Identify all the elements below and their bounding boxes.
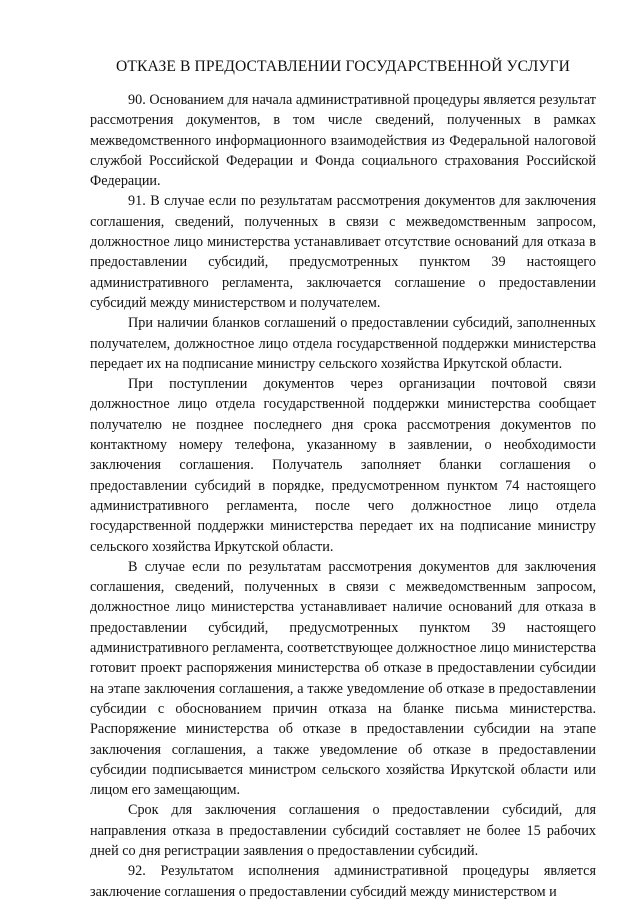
paragraph-blank-forms: При наличии бланков соглашений о предоставлении субсидий, заполненных получателем, должностное лицо отдела государственной поддержки министерства передает их на подписание министру сельского хозяйства Иркутской области.: [90, 315, 596, 372]
paragraph-91: 91. В случае если по результатам рассмотрения документов для заключения соглашения, сведений, полученных в связи с межведомственным запросом, должностное лицо министерства устанавливает отсутствие оснований для отказа в предоставлении субсидий, предусмотренных пунктом 39 настоящего административного регламента, заключается соглашение о предоставлении субсидий между министерством и получателем.: [90, 193, 596, 311]
paragraph-92: 92. Результатом исполнения административной процедуры является заключение соглашения о предоставлении субсидий между министерством и: [90, 863, 596, 900]
paragraph-refusal-grounds: В случае если по результатам рассмотрения документов для заключения соглашения, сведений, полученных в связи с межведомственным запросом, должностное лицо министерства устанавливает наличие оснований для отказа в предоставлении субсидий, предусмотренных пунктом 39 настоящего административного регламента, соответствующее должностное лицо министерства готовит проект распоряжения министерства об отказе в предоставлении субсидии на этапе заключения соглашения, а также уведомление об отказе в предоставлении субсидии с обоснованием причин отказа на бланке письма министерства. Распоряжение министерства об отказе в предоставлении субсидии на этапе заключения соглашения, а также уведомление об отказе в предоставлении субсидии подписывается министром сельского хозяйства Иркутской области или лицом его замещающим.: [90, 558, 596, 799]
document-body: [90, 90, 596, 902]
paragraph-postal-documents: При поступлении документов через организации почтовой связи должностное лицо отдела государственной поддержки министерства сообщает получателю не позднее последнего дня срока рассмотрения документов по контактному номеру телефона, указанному в заявлении, о необходимости заключения соглашения. Получатель заполняет бланки соглашения о предоставлении субсидий в порядке, предусмотренном пунктом 74 настоящего административного регламента, после чего должностное лицо отдела государственной поддержки министерства передает их на подписание министру сельского хозяйства Иркутской области.: [90, 376, 596, 555]
paragraph-90: 90. Основанием для начала административной процедуры является результат рассмотрения документов, в том числе сведений, полученных в рамках межведомственного информационного взаимодействия из Федеральной налоговой службой Российской Федерации и Фонда социального страхования Российской Федерации.: [90, 92, 596, 190]
paragraph-deadline: Срок для заключения соглашения о предоставлении субсидий, для направления отказа в предоставлении субсидий составляет не более 15 рабочих дней со дня регистрации заявления о предоставлении субсидий.: [90, 802, 596, 859]
section-title: ОТКАЗЕ В ПРЕДОСТАВЛЕНИИ ГОСУДАРСТВЕННОЙ УСЛУГИ: [116, 58, 570, 75]
